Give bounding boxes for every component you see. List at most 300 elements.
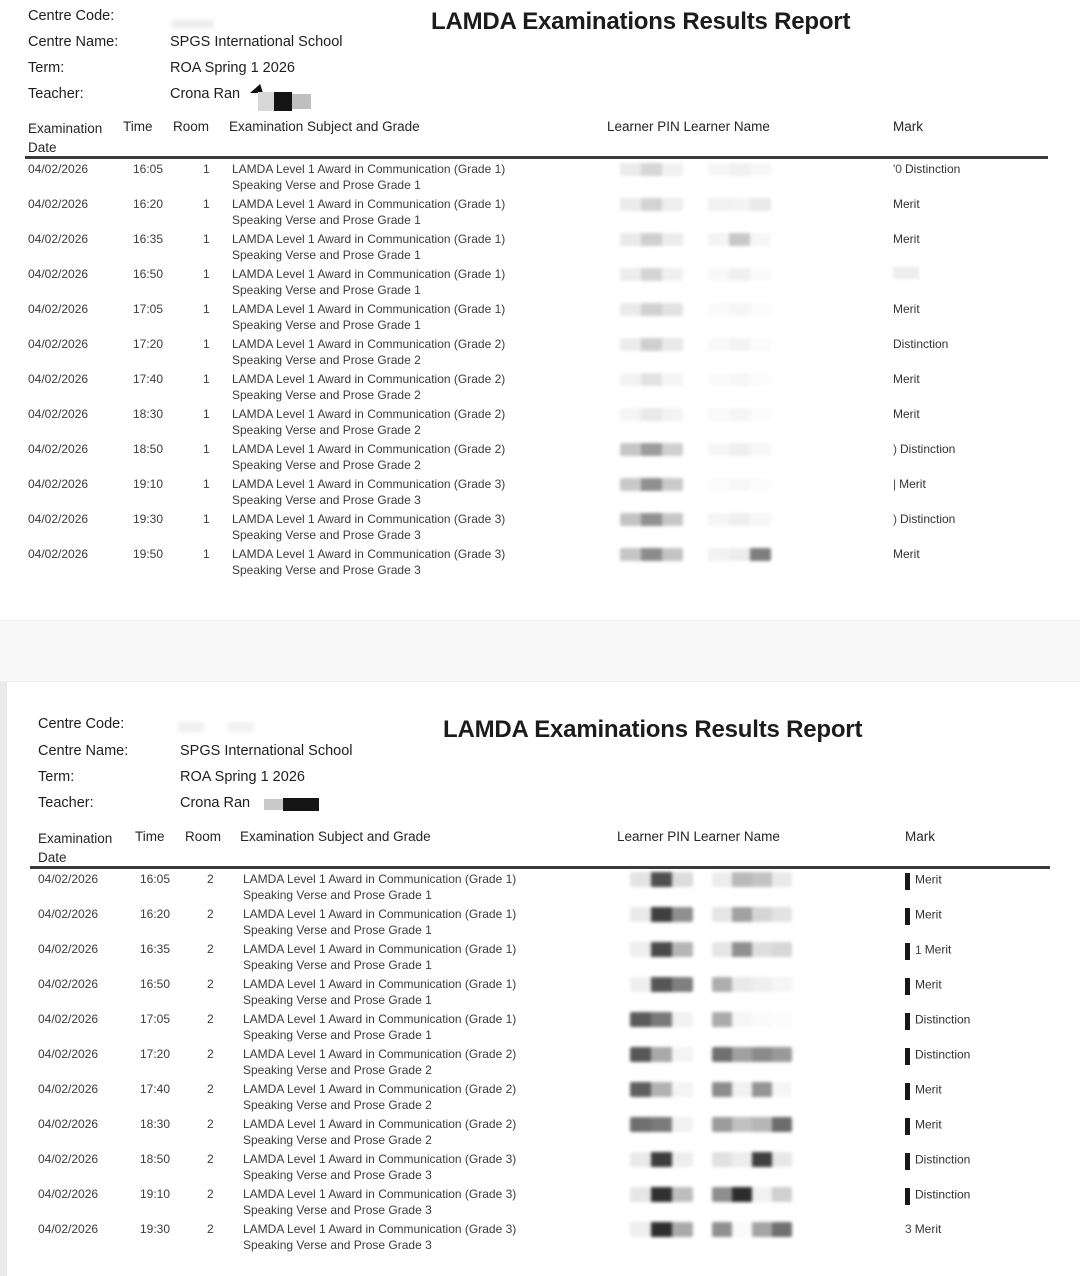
redaction-segment [662,548,683,561]
time-cell: 17:20 [133,337,164,351]
mark-cell [893,197,920,212]
column-header-room: Room [173,119,210,134]
redaction-segment [672,1047,693,1062]
redaction-segment [712,1152,732,1167]
table-row [0,942,1080,977]
subject-cell [243,1187,516,1218]
redaction-segment [630,1222,651,1237]
time-cell: 16:20 [140,907,171,921]
redaction-segment [620,373,641,386]
learner-pin-blur [620,478,683,491]
redaction-segment [732,1222,752,1237]
learner-pin-blur [630,1082,693,1097]
redaction-segment [772,1152,792,1167]
table-row [0,977,1080,1012]
mark-redaction-bar [905,978,910,995]
exam-date-cell: 04/02/2026 [28,302,89,316]
learner-pin-redacted [620,372,683,386]
redaction-segment [672,977,693,992]
learner-pin-blur [620,338,683,351]
table-row [0,442,1080,477]
table-row [0,872,1080,907]
subject-cell [243,942,516,973]
redaction-block [258,92,274,111]
centre-code-label: Centre Code: [38,716,125,732]
subject-line-1: LAMDA Level 1 Award in Communication (Grade 3) [232,547,506,561]
mark-redaction-bar [905,1188,910,1205]
teacher-name-redaction [264,798,320,811]
subject-cell [243,1047,516,1078]
mark-text: Distinction [915,1152,971,1167]
mark-cell [893,407,920,422]
redaction-segment [772,977,792,992]
redaction-segment [708,163,729,176]
learner-pin-blur [620,373,683,386]
learner-name-blur [708,443,771,456]
mark-text: Distinction [900,512,956,526]
table-row [0,1047,1080,1082]
subject-line-1: LAMDA Level 1 Award in Communication (Grade 2) [232,407,506,421]
learner-name-redacted [708,337,771,351]
exam-date-cell: 04/02/2026 [38,1222,99,1236]
mark-text: Distinction [893,337,949,351]
mark-text: Merit [893,197,920,211]
learner-pin-redacted [630,1187,693,1202]
redaction-segment [662,303,683,316]
learner-name-blur [712,1012,792,1027]
exam-date-cell: 04/02/2026 [28,442,89,456]
learner-pin-redacted [620,477,683,491]
learner-pin-blur [630,1012,693,1027]
exam-date-cell: 04/02/2026 [28,547,89,561]
learner-name-blur [708,163,771,176]
learner-name-redacted [712,1012,792,1027]
mark-text: Merit [893,302,920,316]
subject-line-1: LAMDA Level 1 Award in Communication (Grade 3) [232,477,506,491]
room-cell: 2 [207,977,214,991]
redaction-segment [772,942,792,957]
room-cell: 1 [203,302,210,316]
subject-cell [243,1117,516,1148]
room-cell: 1 [203,372,210,386]
learner-name-redacted [708,267,771,281]
time-cell: 19:50 [133,547,164,561]
mark-cell [905,907,942,924]
learner-name-blur [712,907,792,922]
mark-redaction-bar [905,873,910,890]
time-cell: 17:05 [133,302,164,316]
room-cell: 1 [203,477,210,491]
redaction-segment [712,907,732,922]
subject-line-2: Speaking Verse and Prose Grade 3 [243,1237,432,1252]
centre-code-value-redacted [228,722,254,732]
subject-line-2: Speaking Verse and Prose Grade 3 [243,1202,432,1217]
redaction-segment [752,1187,772,1202]
redaction-segment [651,1047,672,1062]
redaction-segment [641,478,662,491]
redaction-segment [752,942,772,957]
centre-name-value: SPGS International School [170,34,343,50]
redaction-segment [651,1082,672,1097]
subject-line-2: Speaking Verse and Prose Grade 2 [243,1132,432,1147]
page-title: LAMDA Examinations Results Report [431,8,851,35]
exam-date-cell: 04/02/2026 [28,162,89,176]
subject-line-2: Speaking Verse and Prose Grade 1 [243,957,432,972]
redaction-segment [630,977,651,992]
learner-name-redacted [708,442,771,456]
room-cell: 2 [207,1117,214,1131]
redaction-segment [729,408,750,421]
mark-cell [893,337,948,352]
redaction-segment [630,1047,651,1062]
subject-line-1: LAMDA Level 1 Award in Communication (Grade 1) [243,1012,517,1026]
learner-pin-redacted [620,302,683,316]
exam-date-cell: 04/02/2026 [28,477,89,491]
subject-line-1: LAMDA Level 1 Award in Communication (Grade 1) [232,267,506,281]
subject-line-2: Speaking Verse and Prose Grade 2 [232,352,421,367]
redaction-segment [752,977,772,992]
redaction-segment [672,872,693,887]
learner-name-redacted [708,512,771,526]
subject-line-1: LAMDA Level 1 Award in Communication (Grade 1) [243,977,517,991]
mark-redaction-bar [905,1083,910,1100]
mark-text: Merit [893,407,920,421]
exam-date-cell: 04/02/2026 [28,407,89,421]
redaction-segment [620,198,641,211]
mark-text: Distinction [915,1012,971,1027]
redaction-segment [662,408,683,421]
teacher-label: Teacher: [28,86,84,102]
subject-cell [232,232,505,263]
redaction-segment [630,942,651,957]
redaction-segment [750,303,771,316]
redaction-segment [729,443,750,456]
mark-redaction-bar [905,943,910,960]
redaction-segment [750,198,771,211]
subject-cell [232,547,505,578]
redaction-segment [672,1082,693,1097]
learner-pin-blur [620,548,683,561]
room-cell: 1 [203,197,210,211]
room-cell: 2 [207,1222,214,1236]
mark-text: Merit [893,547,920,561]
redaction-segment [750,268,771,281]
redaction-segment [732,1047,752,1062]
redaction-segment [708,338,729,351]
redaction-block [264,799,283,810]
redaction-segment [662,163,683,176]
learner-name-redacted [708,162,771,176]
redaction-segment [672,942,693,957]
subject-cell [243,872,516,903]
redaction-segment [712,1117,732,1132]
redaction-segment [641,268,662,281]
report-page-1 [0,0,1080,620]
mark-cell [905,1047,970,1064]
exam-date-cell: 04/02/2026 [38,1187,99,1201]
room-cell: 1 [203,232,210,246]
redaction-segment [752,1082,772,1097]
redaction-segment [620,478,641,491]
learner-pin-redacted [630,1082,693,1097]
learner-name-blur [708,373,771,386]
table-row [0,1187,1080,1222]
subject-cell [243,977,516,1008]
mark-cell [905,1187,970,1204]
redaction-segment [630,1152,651,1167]
column-header-examination-line2: Date [28,140,57,155]
centre-name-value: SPGS International School [180,743,353,759]
redaction-segment [662,513,683,526]
redaction-segment [712,942,732,957]
redaction-segment [708,478,729,491]
time-cell: 16:50 [140,977,171,991]
redaction-segment [772,1117,792,1132]
teacher-name-redaction [250,84,316,110]
learner-name-redacted [708,232,771,246]
column-header-mark: Mark [905,829,935,844]
learner-name-blur [712,1082,792,1097]
learner-name-redacted [712,1152,792,1167]
mark-cell [893,372,920,387]
learner-name-blur [708,548,771,561]
redaction-segment [620,163,641,176]
exam-date-cell: 04/02/2026 [28,337,89,351]
learner-pin-redacted [620,512,683,526]
time-cell: 19:10 [140,1187,171,1201]
redaction-segment [772,1047,792,1062]
subject-line-1: LAMDA Level 1 Award in Communication (Grade 3) [232,512,506,526]
subject-line-2: Speaking Verse and Prose Grade 3 [232,527,421,542]
time-cell: 16:20 [133,197,164,211]
exam-date-cell: 04/02/2026 [28,372,89,386]
redaction-segment [772,907,792,922]
learner-name-redacted [712,1117,792,1132]
table-row [0,1222,1080,1257]
exam-date-cell: 04/02/2026 [38,942,99,956]
learner-pin-blur [620,268,683,281]
redaction-segment [672,1012,693,1027]
learner-name-blur [712,1047,792,1062]
time-cell: 17:40 [133,372,164,386]
mark-redacted-value [893,267,919,279]
table-row [0,1082,1080,1117]
table-row [0,907,1080,942]
mark-text: Distinction [915,1047,971,1062]
time-cell: 16:35 [140,942,171,956]
mark-text: Merit [915,1117,942,1132]
learner-pin-redacted [620,442,683,456]
mark-text: Merit [893,232,920,246]
learner-name-blur [708,513,771,526]
learner-pin-blur [630,872,693,887]
subject-cell [232,302,505,333]
subject-cell [232,267,505,298]
results-table [0,162,1080,582]
learner-name-blur [708,408,771,421]
header-rule [25,156,1048,159]
exam-date-cell: 04/02/2026 [28,512,89,526]
redaction-segment [662,373,683,386]
column-header-mark: Mark [893,119,923,134]
mark-cell [905,1082,942,1099]
mark-text: Merit [914,1222,942,1236]
redaction-segment [772,1012,792,1027]
learner-name-redacted [712,1222,792,1237]
column-header-room: Room [185,829,222,844]
mark-text: Merit [924,942,952,957]
redaction-segment [651,907,672,922]
time-cell: 17:40 [140,1082,171,1096]
subject-cell [232,442,505,473]
learner-pin-redacted [630,942,693,957]
redaction-segment [620,548,641,561]
learner-name-blur [708,268,771,281]
redaction-segment [620,338,641,351]
learner-pin-redacted [630,1222,693,1237]
learner-name-redacted [708,302,771,316]
table-row [0,267,1080,302]
redaction-block [274,92,292,111]
column-header-learner: Learner PIN Learner Name [617,829,780,844]
exam-date-cell: 04/02/2026 [38,1012,99,1026]
redaction-segment [630,1117,651,1132]
mark-cell [893,477,926,492]
centre-name-label: Centre Name: [28,34,119,50]
redaction-segment [750,408,771,421]
learner-pin-blur [630,1117,693,1132]
exam-date-cell: 04/02/2026 [38,1047,99,1061]
learner-pin-redacted [630,872,693,887]
column-header-examination-date [38,829,112,867]
learner-pin-blur [630,1222,693,1237]
subject-line-2: Speaking Verse and Prose Grade 1 [232,212,421,227]
exam-date-cell: 04/02/2026 [28,197,89,211]
column-header-time: Time [123,119,153,134]
mark-text: Distinction [900,442,956,456]
learner-name-blur [708,198,771,211]
redaction-segment [708,548,729,561]
table-row [0,337,1080,372]
redaction-segment [729,233,750,246]
learner-name-blur [712,1152,792,1167]
redaction-block [292,94,311,109]
header-rule [30,866,1050,869]
table-row [0,302,1080,337]
mark-text: Merit [915,977,942,992]
table-row [0,407,1080,442]
mark-cell [905,1222,941,1237]
mark-fragment: ) [893,442,897,456]
table-row [0,232,1080,267]
term-value: ROA Spring 1 2026 [170,60,295,76]
redaction-segment [651,1187,672,1202]
time-cell: 19:30 [133,512,164,526]
subject-cell [232,407,505,438]
redaction-segment [672,907,693,922]
redaction-segment [620,443,641,456]
term-label: Term: [38,769,75,785]
redaction-segment [732,1152,752,1167]
redaction-segment [672,1117,693,1132]
results-table [0,872,1080,1257]
room-cell: 2 [207,1012,214,1026]
table-row [0,372,1080,407]
learner-pin-blur [630,1152,693,1167]
column-header-learner: Learner PIN Learner Name [607,119,770,134]
time-cell: 16:05 [140,872,171,886]
redaction-segment [662,338,683,351]
redaction-segment [752,872,772,887]
table-row [0,1117,1080,1152]
learner-name-redacted [708,477,771,491]
learner-name-redacted [708,407,771,421]
redaction-segment [729,373,750,386]
redaction-segment [732,977,752,992]
mark-cell [893,302,920,317]
redaction-segment [641,303,662,316]
redaction-segment [708,268,729,281]
term-label: Term: [28,60,65,76]
redaction-segment [732,907,752,922]
redaction-segment [630,872,651,887]
learner-pin-blur [630,942,693,957]
redaction-segment [750,373,771,386]
learner-pin-redacted [630,1012,693,1027]
learner-name-redacted [712,907,792,922]
mark-cell [905,1012,970,1029]
mark-text: Merit [899,477,926,491]
mark-cell [893,547,920,562]
subject-cell [232,372,505,403]
report-page-2 [0,682,1080,1276]
redaction-segment [772,872,792,887]
redaction-segment [620,303,641,316]
subject-line-1: LAMDA Level 1 Award in Communication (Grade 2) [243,1117,517,1131]
exam-date-cell: 04/02/2026 [38,907,99,921]
subject-line-1: LAMDA Level 1 Award in Communication (Grade 2) [232,337,506,351]
table-row [0,477,1080,512]
learner-pin-blur [620,163,683,176]
redaction-segment [712,1047,732,1062]
room-cell: 1 [203,407,210,421]
redaction-segment [662,268,683,281]
exam-date-cell: 04/02/2026 [38,1082,99,1096]
subject-line-2: Speaking Verse and Prose Grade 1 [243,887,432,902]
exam-date-cell: 04/02/2026 [38,1152,99,1166]
subject-line-2: Speaking Verse and Prose Grade 2 [232,422,421,437]
subject-line-2: Speaking Verse and Prose Grade 2 [243,1097,432,1112]
page-title: LAMDA Examinations Results Report [443,716,863,743]
room-cell: 2 [207,872,214,886]
redaction-segment [620,513,641,526]
time-cell: 18:50 [140,1152,171,1166]
mark-cell [893,512,955,527]
centre-code-label: Centre Code: [28,8,115,24]
redaction-segment [630,907,651,922]
mark-text: Distinction [904,162,961,176]
redaction-segment [641,513,662,526]
table-row [0,1152,1080,1187]
subject-line-1: LAMDA Level 1 Award in Communication (Grade 2) [232,442,506,456]
redaction-segment [651,1152,672,1167]
redaction-segment [641,548,662,561]
redaction-segment [630,1012,651,1027]
table-row [0,512,1080,547]
learner-pin-redacted [630,1047,693,1062]
learner-name-blur [708,303,771,316]
redaction-segment [729,198,750,211]
